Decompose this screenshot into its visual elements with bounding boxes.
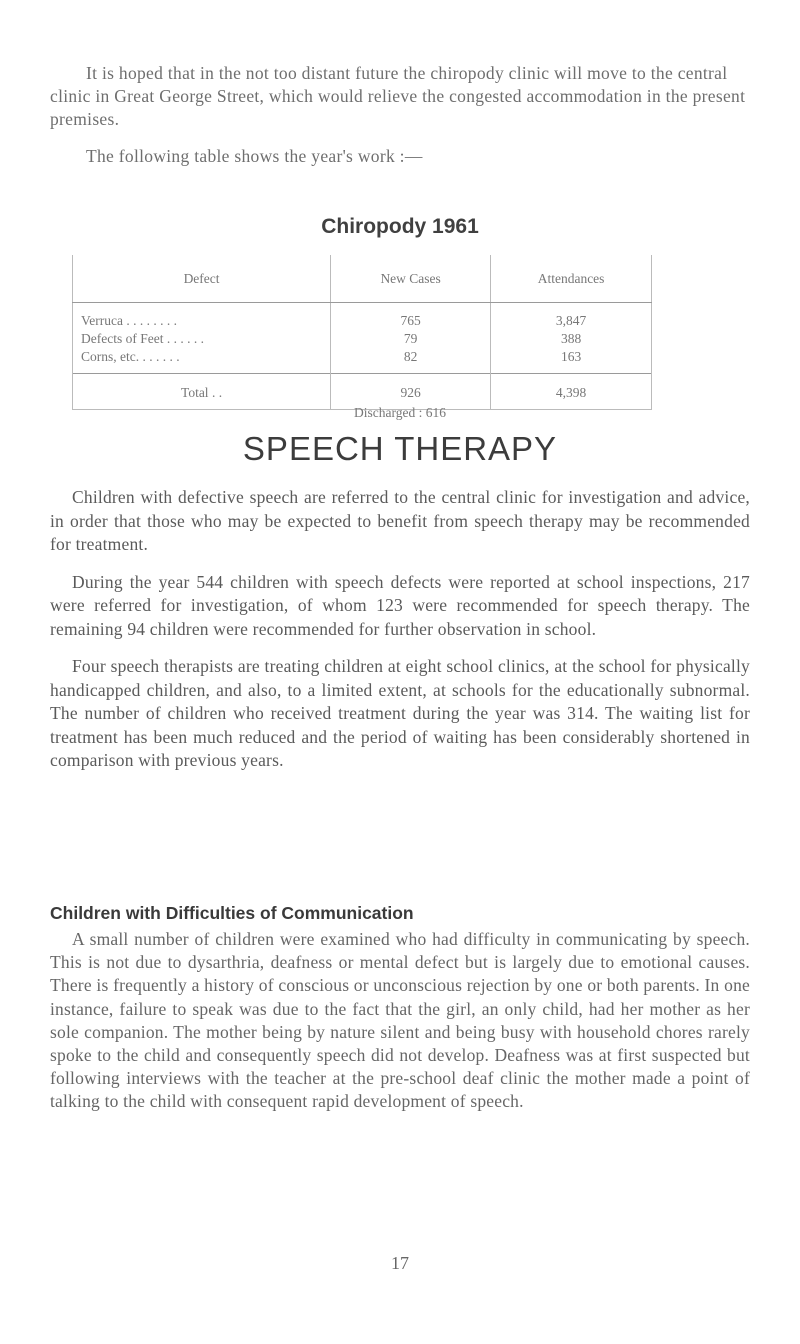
intro-section bbox=[50, 62, 750, 168]
paragraph: During the year 544 children with speech defects were reported at school inspections, 217 were referred for investigation, of whom 123 were recommended for speech therapy. The remaining 94 children were recommended for further observation in school. bbox=[50, 571, 750, 639]
row-attendances: 388 bbox=[491, 330, 652, 348]
column-header-new-cases: New Cases bbox=[331, 255, 491, 303]
section-heading-speech-therapy: SPEECH THERAPY bbox=[242, 430, 558, 467]
page-number: 17 bbox=[391, 1253, 409, 1273]
total-new-cases: 926 bbox=[331, 374, 491, 410]
row-new-cases: 765 bbox=[331, 303, 491, 331]
table-row bbox=[73, 348, 652, 374]
table-lead-in: The following table shows the year's work :— bbox=[86, 146, 423, 166]
discharged-note: Discharged : 616 bbox=[354, 405, 446, 420]
row-defect: Corns, etc. . . . . . . bbox=[73, 348, 331, 374]
row-defect: Defects of Feet . . . . . . bbox=[73, 330, 331, 348]
column-header-attendances: Attendances bbox=[491, 255, 652, 303]
table-row bbox=[73, 330, 652, 348]
intro-paragraph: It is hoped that in the not too distant future the chiropody clinic will move to the central clinic in Great George Street, which would relieve the congested accommodation in the present premises. bbox=[50, 63, 746, 129]
chiropody-table-title: Chiropody 1961 bbox=[321, 215, 479, 238]
paragraph: Children with defective speech are referred to the central clinic for investigation and advice, in order that those who may be expected to benefit from speech therapy may be recommended for treatment. bbox=[50, 487, 750, 554]
row-defect: Verruca . . . . . . . . bbox=[73, 303, 331, 331]
row-new-cases: 79 bbox=[331, 330, 491, 348]
communication-text bbox=[50, 928, 750, 1114]
paragraph: Four speech therapists are treating children at eight school clinics, at the school for physically handicapped children, and also, to a limited extent, at schools for the educationally subnormal. The number of children who received treatment during the year was 314. The waiting list for treatment has been much reduced and the period of waiting has been considerably shortened in comparison with previous years. bbox=[50, 656, 750, 770]
total-attendances: 4,398 bbox=[491, 374, 652, 410]
speech-therapy-text bbox=[50, 486, 750, 773]
paragraph: A small number of children were examined who had difficulty in communicating by speech. This is not due to dysarthria, deafness or mental defect but is largely due to emotional causes. There is frequently a history of conscious or unconscious rejection by one or both parents. In one instance, failure to speak was due to the fact that the girl, an only child, had her mother as her sole companion. The mother being by nature silent and being busy with household chores rarely spoke to the child and consequently speech did not develop. Deafness was at first suspected but following interviews with the teacher at the pre-school deaf clinic the mother made a point of talking to the child with consequent rapid development of speech. bbox=[50, 929, 750, 1112]
column-header-defect: Defect bbox=[73, 255, 331, 303]
row-attendances: 163 bbox=[491, 348, 652, 374]
table-header-row bbox=[73, 255, 652, 303]
row-attendances: 3,847 bbox=[491, 303, 652, 331]
chiropody-table bbox=[72, 255, 652, 410]
row-new-cases: 82 bbox=[331, 348, 491, 374]
table-row bbox=[73, 303, 652, 331]
total-label: Total . . bbox=[73, 374, 331, 410]
subheading-communication: Children with Difficulties of Communication bbox=[50, 903, 414, 923]
